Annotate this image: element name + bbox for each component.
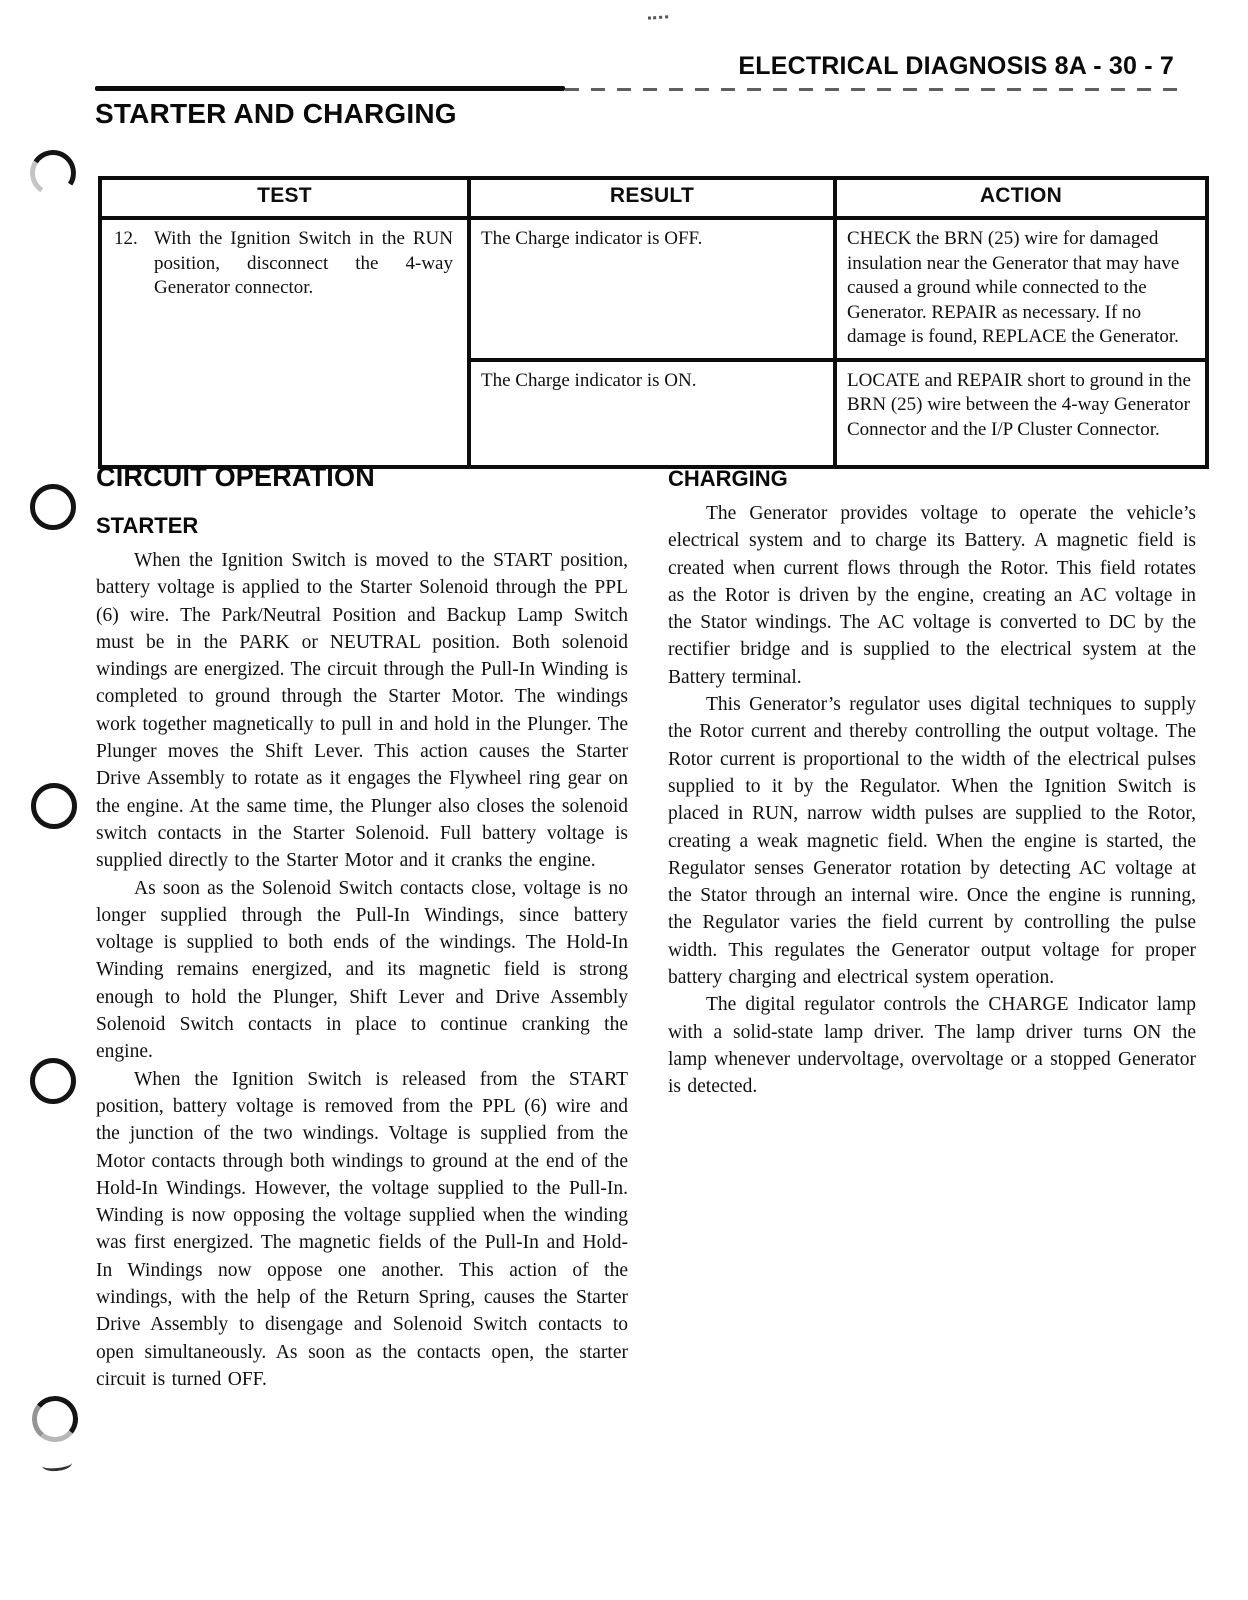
diagnosis-table-header <box>100 178 1207 218</box>
column-header-test: TEST <box>100 178 469 218</box>
right-column <box>668 466 1196 1101</box>
binder-hole-mark-1 <box>26 146 81 201</box>
starter-paragraph-2: As soon as the Solenoid Switch contacts close, voltage is no longer supplied through the Pull-In Windings, since battery voltage is supplied to both ends of the windings. The Hold-In Winding remains energized, and its magnetic field is strong enough to hold the Plunger, Shift Lever and Drive Assembly Solenoid Switch contacts in place to continue cranking the engine. <box>96 877 628 1063</box>
charging-paragraph-2: This Generator’s regulator uses digital techniques to supply the Rotor current and thereby controlling the output voltage. The Rotor current is proportional to the width of the electrical pulses supplied to it by the Regulator. When the Ignition Switch is placed in RUN, narrow width pulses are supplied to the Rotor, creating a weak magnetic field. When the engine is started, the Regulator senses Generator rotation by detecting AC voltage at the Stator through an internal wire. Once the engine is running, the Regulator varies the field current by controlling the pulse width. This regulates the Generator output voltage for proper battery charging and electrical system operation. <box>668 694 1196 989</box>
binder-hole-mark-3 <box>31 783 77 829</box>
starter-heading: STARTER <box>96 513 199 538</box>
charging-paragraph-3: The digital regulator controls the CHARGE Indicator lamp with a solid-state lamp driver. The lamp driver turns ON the lamp whenever undervoltage, overvoltage or a stopped Generator is detected. <box>668 994 1196 1098</box>
diagnosis-table <box>98 176 1209 469</box>
charging-paragraph-1: The Generator provides voltage to operate the vehicle’s electrical system and to charge its Battery. A magnetic field is created when current flows through the Rotor. This field rotates as the Rotor is driven by the engine, creating an AC voltage in the Stator windings. The AC voltage is converted to DC by the rectifier bridge and is supplied to the electrical system at the Battery terminal. <box>668 503 1196 688</box>
header-rule-dashed <box>565 88 1180 91</box>
result-cell: The Charge indicator is ON. <box>469 360 835 467</box>
action-cell: CHECK the BRN (25) wire for damaged insulation near the Generator that may have caused a ground while connected to the Generator. REPAIR as necessary. If no damage is found, REPLACE the Generator. <box>835 218 1207 360</box>
test-step-text: With the Ignition Switch in the RUN position, disconnect the 4-way Generator connector. <box>154 228 453 298</box>
scan-artifact-curve <box>41 1456 72 1472</box>
binder-hole-mark-2 <box>30 484 76 530</box>
starter-paragraph-3: When the Ignition Switch is released from the START position, battery voltage is removed from the PPL (6) wire and the junction of the two windings. Voltage is supplied from the Motor contacts through both windings to ground at the end of the Hold-In Windings. However, the voltage supplied to the Pull-In. Winding is now opposing the voltage supplied when the winding was first energized. The magnetic fields of the Pull-In and Hold-In Windings now oppose one another. This action of the windings, with the help of the Return Spring, causes the Starter Drive Assembly to disengage and Solenoid Switch contacts to open simultaneously. As soon as the contacts open, the starter circuit is turned OFF. <box>96 1068 628 1390</box>
starter-paragraph-1: When the Ignition Switch is moved to the START position, battery voltage is applied to the Starter Solenoid through the PPL (6) wire. The Park/Neutral Position and Backup Lamp Switch must be in the PARK or NEUTRAL position. Both solenoid windings are energized. The circuit through the Pull-In Winding is completed to ground through the Starter Motor. The windings work together magnetically to pull in and hold in the Plunger. The Plunger moves the Shift Lever. This action causes the Starter Drive Assembly to rotate as it engages the Flywheel ring gear on the engine. At the same time, the Plunger also closes the solenoid switch contacts in the Starter Solenoid. Full battery voltage is supplied directly to the Starter Motor and it cranks the engine. <box>96 550 628 872</box>
circuit-operation-heading: CIRCUIT OPERATION <box>96 462 375 492</box>
page-header-title: ELECTRICAL DIAGNOSIS 8A - 30 - 7 <box>738 52 1174 80</box>
action-cell: LOCATE and REPAIR short to ground in the BRN (25) wire between the 4-way Generator Connector and the I/P Cluster Connector. <box>835 360 1207 467</box>
scan-artifact-dash <box>648 11 668 19</box>
table-row <box>100 218 1207 360</box>
section-title: STARTER AND CHARGING <box>95 98 457 129</box>
binder-hole-mark-5 <box>30 1394 81 1445</box>
test-cell <box>100 218 469 467</box>
charging-heading: CHARGING <box>668 466 788 491</box>
result-cell: The Charge indicator is OFF. <box>469 218 835 360</box>
left-column <box>96 462 628 1393</box>
test-step-number: 12. <box>114 228 138 249</box>
header-rule <box>95 86 565 91</box>
column-header-action: ACTION <box>835 178 1207 218</box>
column-header-result: RESULT <box>469 178 835 218</box>
binder-hole-mark-4 <box>30 1058 76 1104</box>
